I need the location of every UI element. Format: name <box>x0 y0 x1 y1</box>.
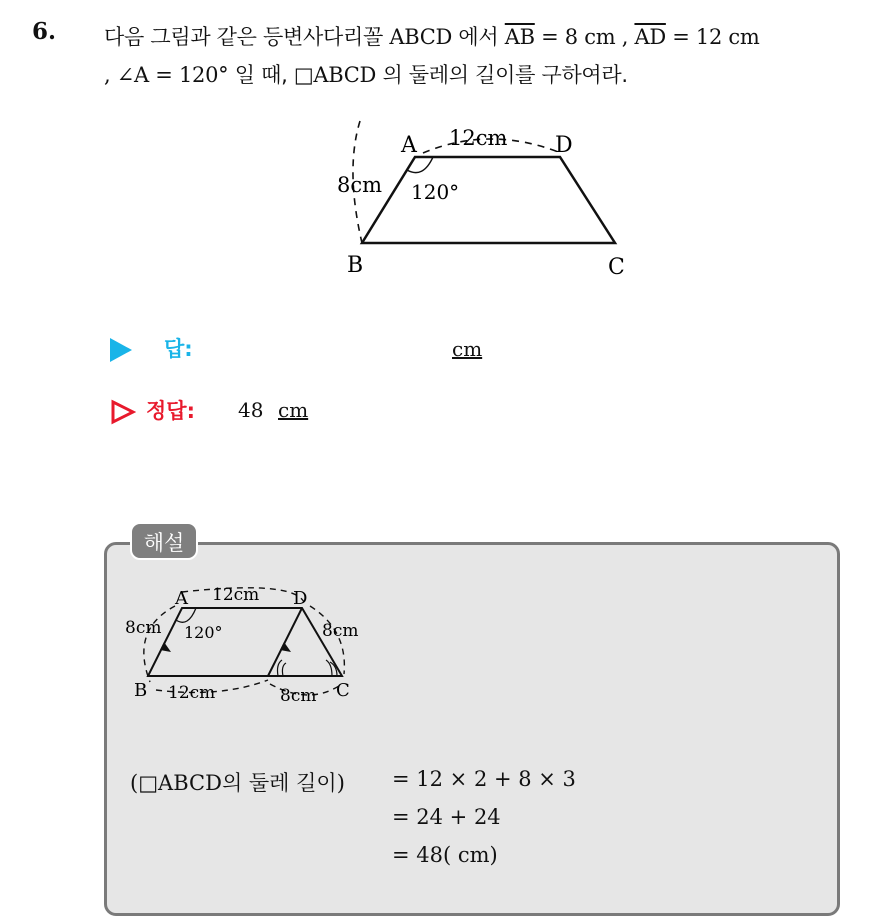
question-line-1 <box>104 18 874 56</box>
trapezoid-shape <box>362 157 615 243</box>
label-bottom-right: 8cm <box>280 686 317 706</box>
answer-label: 답: <box>164 337 193 361</box>
vertex-a: A <box>175 588 188 609</box>
segment-ad: $\overline{AD}$ <box>634 25 666 49</box>
trapezoid-figure <box>325 115 645 285</box>
label-ab-length: 8cm <box>337 173 383 197</box>
question-text-part: 에서 <box>452 25 505 49</box>
question-text <box>104 18 874 94</box>
shape-name: □ABCD <box>293 63 377 87</box>
solution-trapezoid <box>148 608 342 676</box>
answer-row <box>110 333 193 363</box>
question-number: 6. <box>32 18 57 45</box>
vertex-a: A <box>401 133 417 158</box>
question-text-part: 의 둘레의 길이를 구하여라. <box>376 63 628 87</box>
vertex-d: D <box>293 588 308 609</box>
equation-lhs <box>130 767 345 797</box>
correct-answer-label: 정답: <box>146 399 195 423</box>
angle-condition: , ∠A = 120° <box>104 63 235 87</box>
outline-triangle-icon <box>110 399 136 425</box>
correct-answer-unit: cm <box>278 398 309 422</box>
play-triangle-icon <box>110 338 132 362</box>
correct-answer-value: 48 <box>238 398 264 422</box>
question-text-part: 다음 그림과 같은 등변사다리꼴 <box>104 25 390 49</box>
segment-ab: $\overline{AB}$ <box>504 25 535 49</box>
equation-line-3: = 48( cm) <box>392 843 498 867</box>
label-left: 8cm <box>125 618 162 638</box>
label-angle-a: 120° <box>411 180 460 204</box>
solution-figure <box>120 580 390 710</box>
angle-mark-2 <box>282 663 286 676</box>
vertex-c: C <box>336 680 350 701</box>
shape-name: ABCD <box>389 25 453 49</box>
answer-unit: cm <box>452 337 483 361</box>
vertex-d: D <box>555 133 573 158</box>
correct-answer-row <box>110 395 195 425</box>
segment-ab-value: = 8 cm , <box>534 25 635 49</box>
label-right: 8cm <box>322 621 359 641</box>
equation-lhs-part: (□ABCD <box>130 771 222 795</box>
parallel-segment <box>268 608 302 676</box>
angle-mark-1 <box>278 660 283 676</box>
label-ad-length: 12cm <box>449 126 508 150</box>
equation-line-1: = 12 × 2 + 8 × 3 <box>392 767 576 791</box>
label-top: 12cm <box>212 585 260 605</box>
equation-lhs-part: 의 둘레 길이 <box>221 771 337 795</box>
segment-ad-value: = 12 cm <box>665 25 760 49</box>
question-line-2 <box>104 56 874 94</box>
label-angle: 120° <box>184 623 223 642</box>
question-text-part: 일 때, <box>234 63 294 87</box>
equation-line-2: = 24 + 24 <box>392 805 501 829</box>
equation-lhs-part: ) <box>336 771 345 795</box>
vertex-b: B <box>134 680 148 701</box>
solution-tab: 해설 <box>130 522 198 560</box>
vertex-b: B <box>347 253 364 278</box>
label-bottom-left: 12cm <box>168 683 216 703</box>
vertex-c: C <box>608 255 625 280</box>
